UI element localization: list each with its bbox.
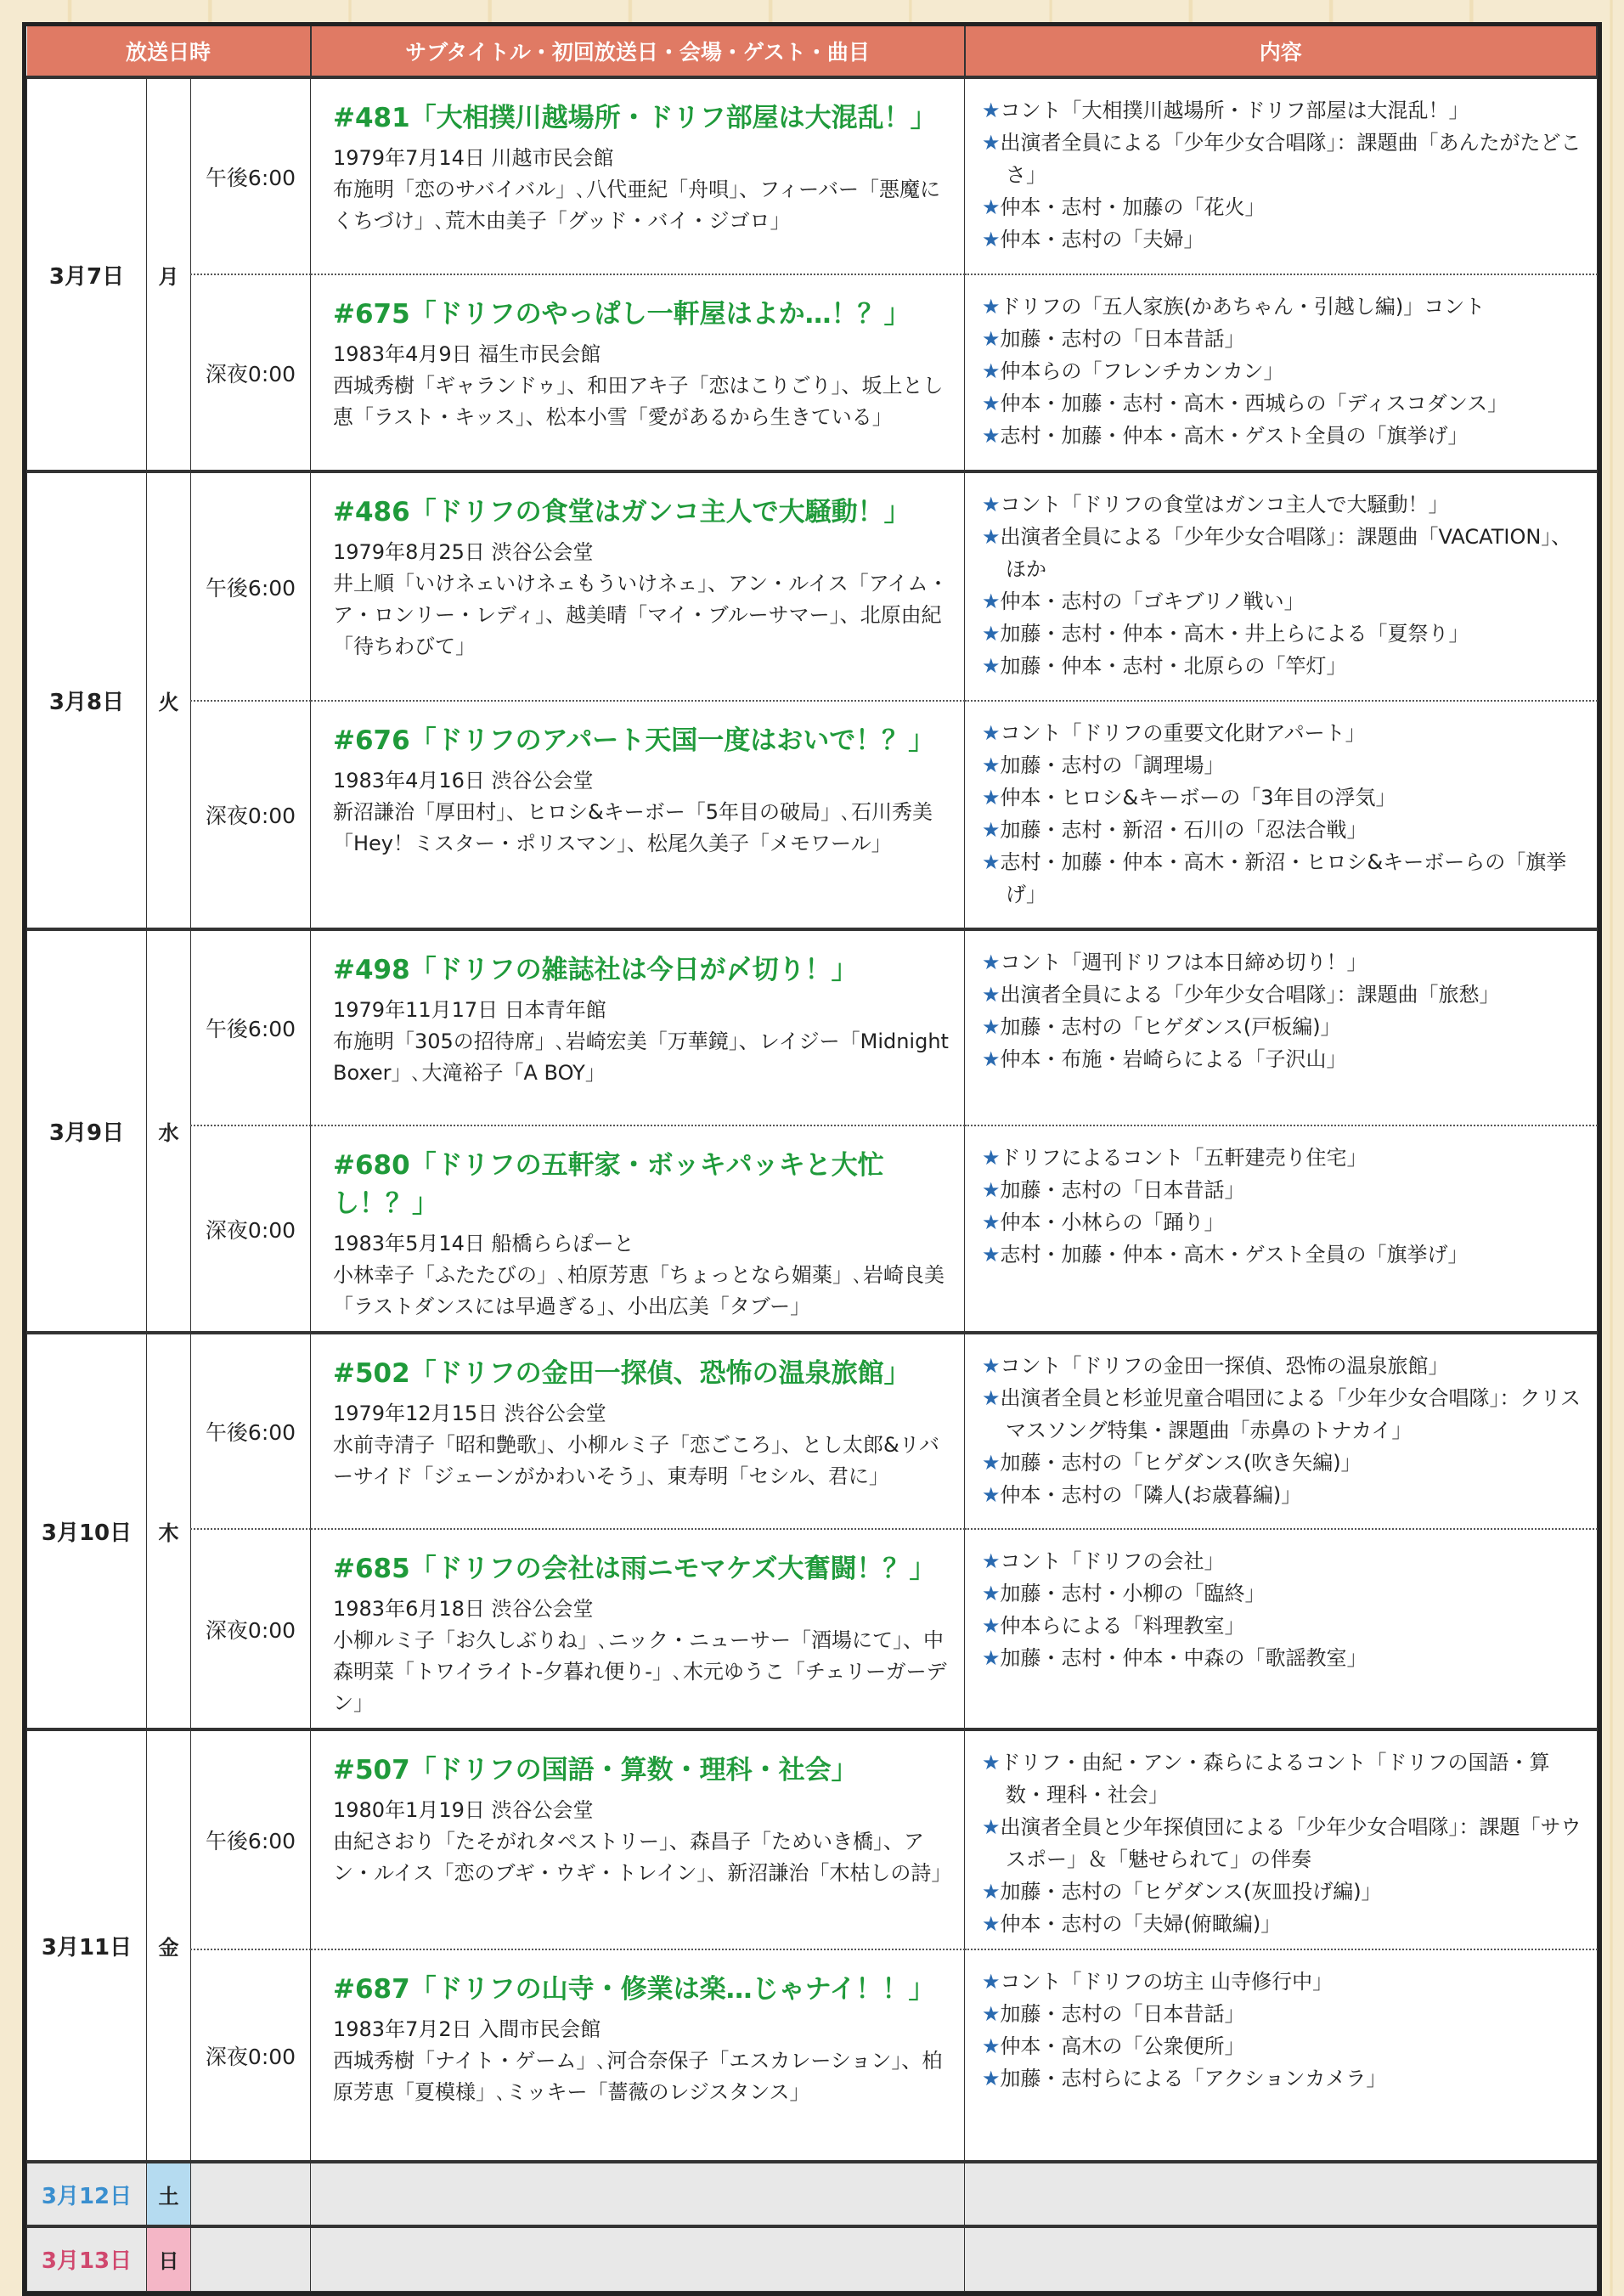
content-item — [982, 2062, 1588, 2095]
contents-cell — [965, 701, 1598, 929]
content-item — [982, 618, 1588, 650]
star-icon: ★ — [982, 493, 1001, 516]
star-icon: ★ — [982, 99, 1001, 122]
weekday: 日 — [147, 2226, 191, 2291]
star-icon: ★ — [982, 228, 1001, 251]
schedule-table — [26, 26, 1598, 2292]
content-text: コント「ドリフの坊主 山寺修行中」 — [1000, 1970, 1334, 1994]
content-item — [982, 1577, 1588, 1610]
broadcast-time: 午後6:00 — [191, 471, 311, 701]
guests-songs: 西城秀樹「ナイト・ゲーム」､河合奈保子「エスカレーション」、柏原芳恵「夏模様」､ミッキー「薔薇のレジスタンス」 — [333, 2049, 943, 2104]
content-item — [982, 846, 1588, 911]
episode-title: #680「ドリフの五軒家・ボッキパッキと大忙し！？」 — [333, 1150, 884, 1219]
star-icon: ★ — [982, 525, 1001, 549]
star-icon: ★ — [982, 1549, 1001, 1573]
content-text: 出演者全員と少年探偵団による「少年少女合唱隊」：課題「サウスポー」＆「魅せられて」の伴奏 — [1000, 1815, 1582, 1871]
content-text: 仲本・志村の「隣人(お歳暮編)」 — [1000, 1483, 1302, 1507]
content-text: 加藤・志村・仲本・高木・井上らによる「夏祭り」 — [1000, 622, 1469, 646]
content-item — [982, 650, 1588, 682]
first-broadcast-venue: 1979年11月17日 日本青年館 — [333, 998, 606, 1022]
star-icon: ★ — [982, 786, 1001, 810]
contents-cell — [965, 1729, 1598, 1949]
schedule-row — [27, 929, 1598, 1125]
episode-cell — [311, 1125, 965, 1333]
content-item — [982, 355, 1588, 387]
star-icon: ★ — [982, 753, 1001, 777]
content-text: 加藤・志村の「ヒゲダンス(灰皿投げ編)」 — [1000, 1880, 1382, 1904]
contents-cell — [965, 929, 1598, 1125]
star-icon: ★ — [982, 2067, 1001, 2090]
episode-title: #685「ドリフの会社は雨ニモマケズ大奮闘！？」 — [333, 1554, 936, 1584]
star-icon: ★ — [982, 983, 1001, 1007]
star-icon: ★ — [982, 654, 1001, 678]
star-icon: ★ — [982, 424, 1001, 448]
content-item — [982, 323, 1588, 355]
content-item — [982, 1908, 1588, 1940]
broadcast-time: 深夜0:00 — [191, 1529, 311, 1729]
content-text: コント「週刊ドリフは本日締め切り！」 — [1000, 951, 1367, 974]
content-item — [982, 1238, 1588, 1271]
episode-title: #481「大相撲川越場所・ドリフ部屋は大混乱！」 — [333, 103, 937, 133]
episode-title: #687「ドリフの山寺・修業は楽…じゃナイ！！」 — [333, 1974, 935, 2005]
content-text: コント「ドリフの会社」 — [1000, 1549, 1225, 1573]
content-text: 加藤・志村・新沼・石川の「忍法合戦」 — [1000, 818, 1367, 842]
star-icon: ★ — [982, 1880, 1001, 1904]
episode-title: #486「ドリフの食堂はガンコ主人で大騒動！」 — [333, 497, 911, 527]
star-icon: ★ — [982, 359, 1001, 383]
content-text: 加藤・志村の「日本昔話」 — [1000, 327, 1245, 351]
empty-time-cell — [191, 2226, 311, 2291]
content-text: 加藤・志村の「ヒゲダンス(吹き矢編)」 — [1000, 1451, 1362, 1475]
content-item — [982, 1610, 1588, 1642]
guests-songs: 小林幸子「ふたたびの」､柏原芳恵「ちょっとなら媚薬」､岩崎良美「ラストダンスには早過ぎる」、小出広美「タブー」 — [333, 1263, 945, 1318]
star-icon: ★ — [982, 1243, 1001, 1266]
schedule-row — [27, 274, 1598, 471]
content-item — [982, 1206, 1588, 1238]
star-icon: ★ — [982, 327, 1001, 351]
first-broadcast-venue: 1980年1月19日 渋谷公会堂 — [333, 1798, 594, 1822]
star-icon: ★ — [982, 1582, 1001, 1605]
broadcast-time: 深夜0:00 — [191, 701, 311, 929]
star-icon: ★ — [982, 1047, 1001, 1071]
schedule-row — [27, 471, 1598, 701]
weekday: 水 — [147, 929, 191, 1333]
content-text: ドリフ・由紀・アン・森らによるコント「ドリフの国語・算数・理科・社会」 — [1000, 1751, 1550, 1807]
broadcast-date: 3月7日 — [27, 77, 147, 471]
contents-cell — [965, 77, 1598, 274]
contents-cell — [965, 1125, 1598, 1333]
star-icon: ★ — [982, 1751, 1001, 1774]
empty-contents-cell — [965, 2226, 1598, 2291]
star-icon: ★ — [982, 1146, 1001, 1170]
content-item — [982, 521, 1588, 585]
content-text: ドリフの「五人家族(かあちゃん・引越し編)」コント — [1000, 295, 1486, 319]
star-icon: ★ — [982, 818, 1001, 842]
episode-cell — [311, 77, 965, 274]
content-item — [982, 585, 1588, 618]
star-icon: ★ — [982, 1386, 1001, 1410]
schedule-row — [27, 1729, 1598, 1949]
content-item — [982, 1142, 1588, 1174]
content-item — [982, 979, 1588, 1011]
content-text: 仲本・ヒロシ&キーボーの「3年目の浮気」 — [1000, 786, 1396, 810]
episode-title: #675「ドリフのやっぱし一軒屋はよか…！？」 — [333, 299, 911, 330]
header-subtitle: サブタイトル・初回放送日・会場・ゲスト・曲目 — [311, 26, 965, 77]
star-icon: ★ — [982, 1483, 1001, 1507]
content-item — [982, 1811, 1588, 1876]
content-item — [982, 781, 1588, 814]
content-text: コント「ドリフの重要文化財アパート」 — [1000, 721, 1366, 745]
contents-cell — [965, 1333, 1598, 1529]
star-icon: ★ — [982, 951, 1001, 974]
guests-songs: 由紀さおり「たそがれタペストリー」、森昌子「ためいき橋」、アン・ルイス「恋のブギ・ウギ・トレイン」、新沼謙治「木枯しの詩」 — [333, 1830, 952, 1885]
content-item — [982, 1876, 1588, 1908]
content-text: 仲本・高木の「公衆便所」 — [1000, 2034, 1245, 2058]
content-item — [982, 127, 1588, 191]
content-item — [982, 420, 1588, 452]
content-text: 加藤・志村・仲本・中森の「歌謡教室」 — [1000, 1646, 1367, 1670]
star-icon: ★ — [982, 1614, 1001, 1638]
schedule-table-container — [22, 22, 1602, 2296]
star-icon: ★ — [982, 850, 1001, 874]
empty-episode-cell — [311, 2162, 965, 2226]
content-item — [982, 2030, 1588, 2062]
guests-songs: 新沼謙治「厚田村」、ヒロシ&キーボー「5年目の破局」､石川秀美「Hey！ミスター・ポリスマン」、松尾久美子「メモワール」 — [333, 800, 933, 855]
content-text: 仲本・志村の「ゴキブリノ戦い」 — [1000, 590, 1305, 613]
episode-cell — [311, 1529, 965, 1729]
schedule-row — [27, 1949, 1598, 2162]
episode-title: #498「ドリフの雑誌社は今日が〆切り！」 — [333, 955, 858, 985]
header-contents: 内容 — [965, 26, 1598, 77]
content-text: 出演者全員による「少年少女合唱隊」：課題曲「あんたがたどこさ」 — [1000, 131, 1582, 187]
star-icon: ★ — [982, 1178, 1001, 1202]
content-text: コント「大相撲川越場所・ドリフ部屋は大混乱！」 — [1000, 99, 1469, 122]
episode-title: #507「ドリフの国語・算数・理科・社会」 — [333, 1755, 858, 1785]
broadcast-date: 3月12日 — [27, 2162, 147, 2226]
content-item — [982, 387, 1588, 420]
content-text: 出演者全員による「少年少女合唱隊」：課題曲「旅愁」 — [1000, 983, 1500, 1007]
first-broadcast-venue: 1979年12月15日 渋谷公会堂 — [333, 1402, 606, 1425]
content-text: 仲本・小林らの「踊り」 — [1000, 1210, 1225, 1234]
content-item — [982, 291, 1588, 323]
content-text: 加藤・志村の「日本昔話」 — [1000, 1178, 1245, 1202]
content-text: 仲本らによる「料理教室」 — [1000, 1614, 1245, 1638]
content-item — [982, 749, 1588, 781]
header-datetime: 放送日時 — [27, 26, 311, 77]
schedule-row — [27, 77, 1598, 274]
content-text: 志村・加藤・仲本・高木・新沼・ヒロシ&キーボーらの「旗挙げ」 — [1000, 850, 1567, 906]
contents-cell — [965, 471, 1598, 701]
episode-cell — [311, 1729, 965, 1949]
content-text: 仲本らの「フレンチカンカン」 — [1000, 359, 1284, 383]
content-item — [982, 814, 1588, 846]
contents-cell — [965, 1949, 1598, 2162]
broadcast-time: 深夜0:00 — [191, 1125, 311, 1333]
guests-songs: 水前寺清子「昭和艶歌」、小柳ルミ子「恋ごころ」、とし太郎&リバーサイド「ジェーンがかわいそう」、東寿明「セシル、君に」 — [333, 1433, 939, 1488]
content-text: 加藤・志村らによる「アクションカメラ」 — [1000, 2067, 1387, 2090]
content-text: 加藤・志村・小柳の「臨終」 — [1000, 1582, 1266, 1605]
content-item — [982, 717, 1588, 749]
content-item — [982, 1545, 1588, 1577]
star-icon: ★ — [982, 1354, 1001, 1378]
episode-cell — [311, 274, 965, 471]
star-icon: ★ — [982, 1451, 1001, 1475]
episode-cell — [311, 471, 965, 701]
star-icon: ★ — [982, 1970, 1001, 1994]
content-item — [982, 1966, 1588, 1998]
episode-cell — [311, 1949, 965, 2162]
content-item — [982, 191, 1588, 223]
star-icon: ★ — [982, 622, 1001, 646]
weekday: 土 — [147, 2162, 191, 2226]
content-item — [982, 1174, 1588, 1206]
star-icon: ★ — [982, 131, 1001, 155]
empty-time-cell — [191, 2162, 311, 2226]
content-item — [982, 1746, 1588, 1811]
star-icon: ★ — [982, 721, 1001, 745]
episode-cell — [311, 701, 965, 929]
content-text: 出演者全員と杉並児童合唱団による「少年少女合唱隊」：クリスマスソング特集・課題曲「赤鼻のトナカイ」 — [1000, 1386, 1582, 1442]
table-header — [27, 26, 1598, 77]
broadcast-date: 3月8日 — [27, 471, 147, 929]
first-broadcast-venue: 1983年5月14日 船橋ららぽーと — [333, 1232, 634, 1255]
guests-songs: 西城秀樹「ギャランドゥ」、和田アキ子「恋はこりごり」、坂上とし恵「ラスト・キッス」、松本小雪「愛があるから生きている」 — [333, 374, 944, 429]
content-item — [982, 488, 1588, 521]
broadcast-time: 午後6:00 — [191, 1333, 311, 1529]
episode-cell — [311, 1333, 965, 1529]
content-text: 加藤・志村の「ヒゲダンス(戸板編)」 — [1000, 1015, 1341, 1039]
content-text: 加藤・志村の「調理場」 — [1000, 753, 1225, 777]
broadcast-date: 3月10日 — [27, 1333, 147, 1729]
broadcast-time: 深夜0:00 — [191, 274, 311, 471]
star-icon: ★ — [982, 1210, 1001, 1234]
content-text: 加藤・仲本・志村・北原らの「竿灯」 — [1000, 654, 1347, 678]
episode-cell — [311, 929, 965, 1125]
schedule-row — [27, 1529, 1598, 1729]
first-broadcast-venue: 1979年7月14日 川越市民会館 — [333, 146, 614, 170]
star-icon: ★ — [982, 590, 1001, 613]
star-icon: ★ — [982, 1815, 1001, 1839]
broadcast-date: 3月9日 — [27, 929, 147, 1333]
star-icon: ★ — [982, 195, 1001, 219]
weekday: 木 — [147, 1333, 191, 1729]
content-text: 志村・加藤・仲本・高木・ゲスト全員の「旗挙げ」 — [1000, 424, 1469, 448]
guests-songs: 小柳ルミ子「お久しぶりね」､ニック・ニューサー「酒場にて」、中森明菜「トワイライト-夕暮れ便り-」､木元ゆうこ「チェリーガーデン」 — [333, 1628, 947, 1715]
episode-title: #502「ドリフの金田一探偵、恐怖の温泉旅館」 — [333, 1358, 911, 1389]
star-icon: ★ — [982, 1015, 1001, 1039]
contents-cell — [965, 274, 1598, 471]
star-icon: ★ — [982, 392, 1001, 415]
first-broadcast-venue: 1983年7月2日 入間市民会館 — [333, 2017, 601, 2041]
content-text: 志村・加藤・仲本・高木・ゲスト全員の「旗挙げ」 — [1000, 1243, 1469, 1266]
schedule-row-empty — [27, 2162, 1598, 2226]
content-item — [982, 1043, 1588, 1075]
content-text: 仲本・志村の「夫婦」 — [1000, 228, 1204, 251]
first-broadcast-venue: 1983年4月9日 福生市民会館 — [333, 342, 601, 366]
broadcast-time: 午後6:00 — [191, 929, 311, 1125]
star-icon: ★ — [982, 2002, 1001, 2026]
content-item — [982, 1642, 1588, 1674]
star-icon: ★ — [982, 1646, 1001, 1670]
contents-cell — [965, 1529, 1598, 1729]
content-item — [982, 223, 1588, 256]
content-item — [982, 946, 1588, 979]
broadcast-time: 深夜0:00 — [191, 1949, 311, 2162]
content-text: ドリフによるコント「五軒建売り住宅」 — [1000, 1146, 1367, 1170]
content-text: 加藤・志村の「日本昔話」 — [1000, 2002, 1245, 2026]
content-item — [982, 1011, 1588, 1043]
first-broadcast-venue: 1983年6月18日 渋谷公会堂 — [333, 1597, 594, 1621]
content-text: コント「ドリフの金田一探偵、恐怖の温泉旅館」 — [1000, 1354, 1449, 1378]
content-item — [982, 1350, 1588, 1382]
schedule-row — [27, 1125, 1598, 1333]
schedule-row-empty — [27, 2226, 1598, 2291]
content-text: 仲本・志村の「夫婦(俯瞰編)」 — [1000, 1912, 1282, 1936]
guests-songs: 布施明「恋のサバイバル」､八代亜紀「舟唄」、フィーバー「悪魔にくちづけ」､荒木由美子「グッド・バイ・ジゴロ」 — [333, 178, 940, 233]
content-text: コント「ドリフの食堂はガンコ主人で大騒動！」 — [1000, 493, 1449, 516]
content-text: 出演者全員による「少年少女合唱隊」：課題曲「VACATION」、ほか — [1000, 525, 1572, 581]
weekday: 月 — [147, 77, 191, 471]
guests-songs: 布施明「305の招待席」､岩崎宏美「万華鏡」、レイジー「Midnight Boxer」､大滝裕子「A BOY」 — [333, 1030, 949, 1085]
first-broadcast-venue: 1979年8月25日 渋谷公会堂 — [333, 540, 594, 564]
broadcast-date: 3月13日 — [27, 2226, 147, 2291]
content-text: 仲本・布施・岩崎らによる「子沢山」 — [1000, 1047, 1347, 1071]
star-icon: ★ — [982, 2034, 1001, 2058]
star-icon: ★ — [982, 295, 1001, 319]
content-text: 仲本・加藤・志村・高木・西城らの「ディスコダンス」 — [1000, 392, 1508, 415]
schedule-row — [27, 701, 1598, 929]
weekday: 火 — [147, 471, 191, 929]
content-text: 仲本・志村・加藤の「花火」 — [1000, 195, 1266, 219]
weekday: 金 — [147, 1729, 191, 2162]
star-icon: ★ — [982, 1912, 1001, 1936]
broadcast-date: 3月11日 — [27, 1729, 147, 2162]
content-item — [982, 94, 1588, 127]
content-item — [982, 1998, 1588, 2030]
content-item — [982, 1382, 1588, 1447]
schedule-row — [27, 1333, 1598, 1529]
first-broadcast-venue: 1983年4月16日 渋谷公会堂 — [333, 769, 594, 793]
content-item — [982, 1479, 1588, 1511]
empty-episode-cell — [311, 2226, 965, 2291]
content-item — [982, 1447, 1588, 1479]
broadcast-time: 午後6:00 — [191, 1729, 311, 1949]
broadcast-time: 午後6:00 — [191, 77, 311, 274]
episode-title: #676「ドリフのアパート天国一度はおいで！？」 — [333, 725, 935, 756]
empty-contents-cell — [965, 2162, 1598, 2226]
guests-songs: 井上順「いけネェいけネェもういけネェ」、アン・ルイス「アイム・ア・ロンリー・レディ」、越美晴「マイ・ブルーサマー」、北原由紀「待ちわびて」 — [333, 572, 949, 658]
